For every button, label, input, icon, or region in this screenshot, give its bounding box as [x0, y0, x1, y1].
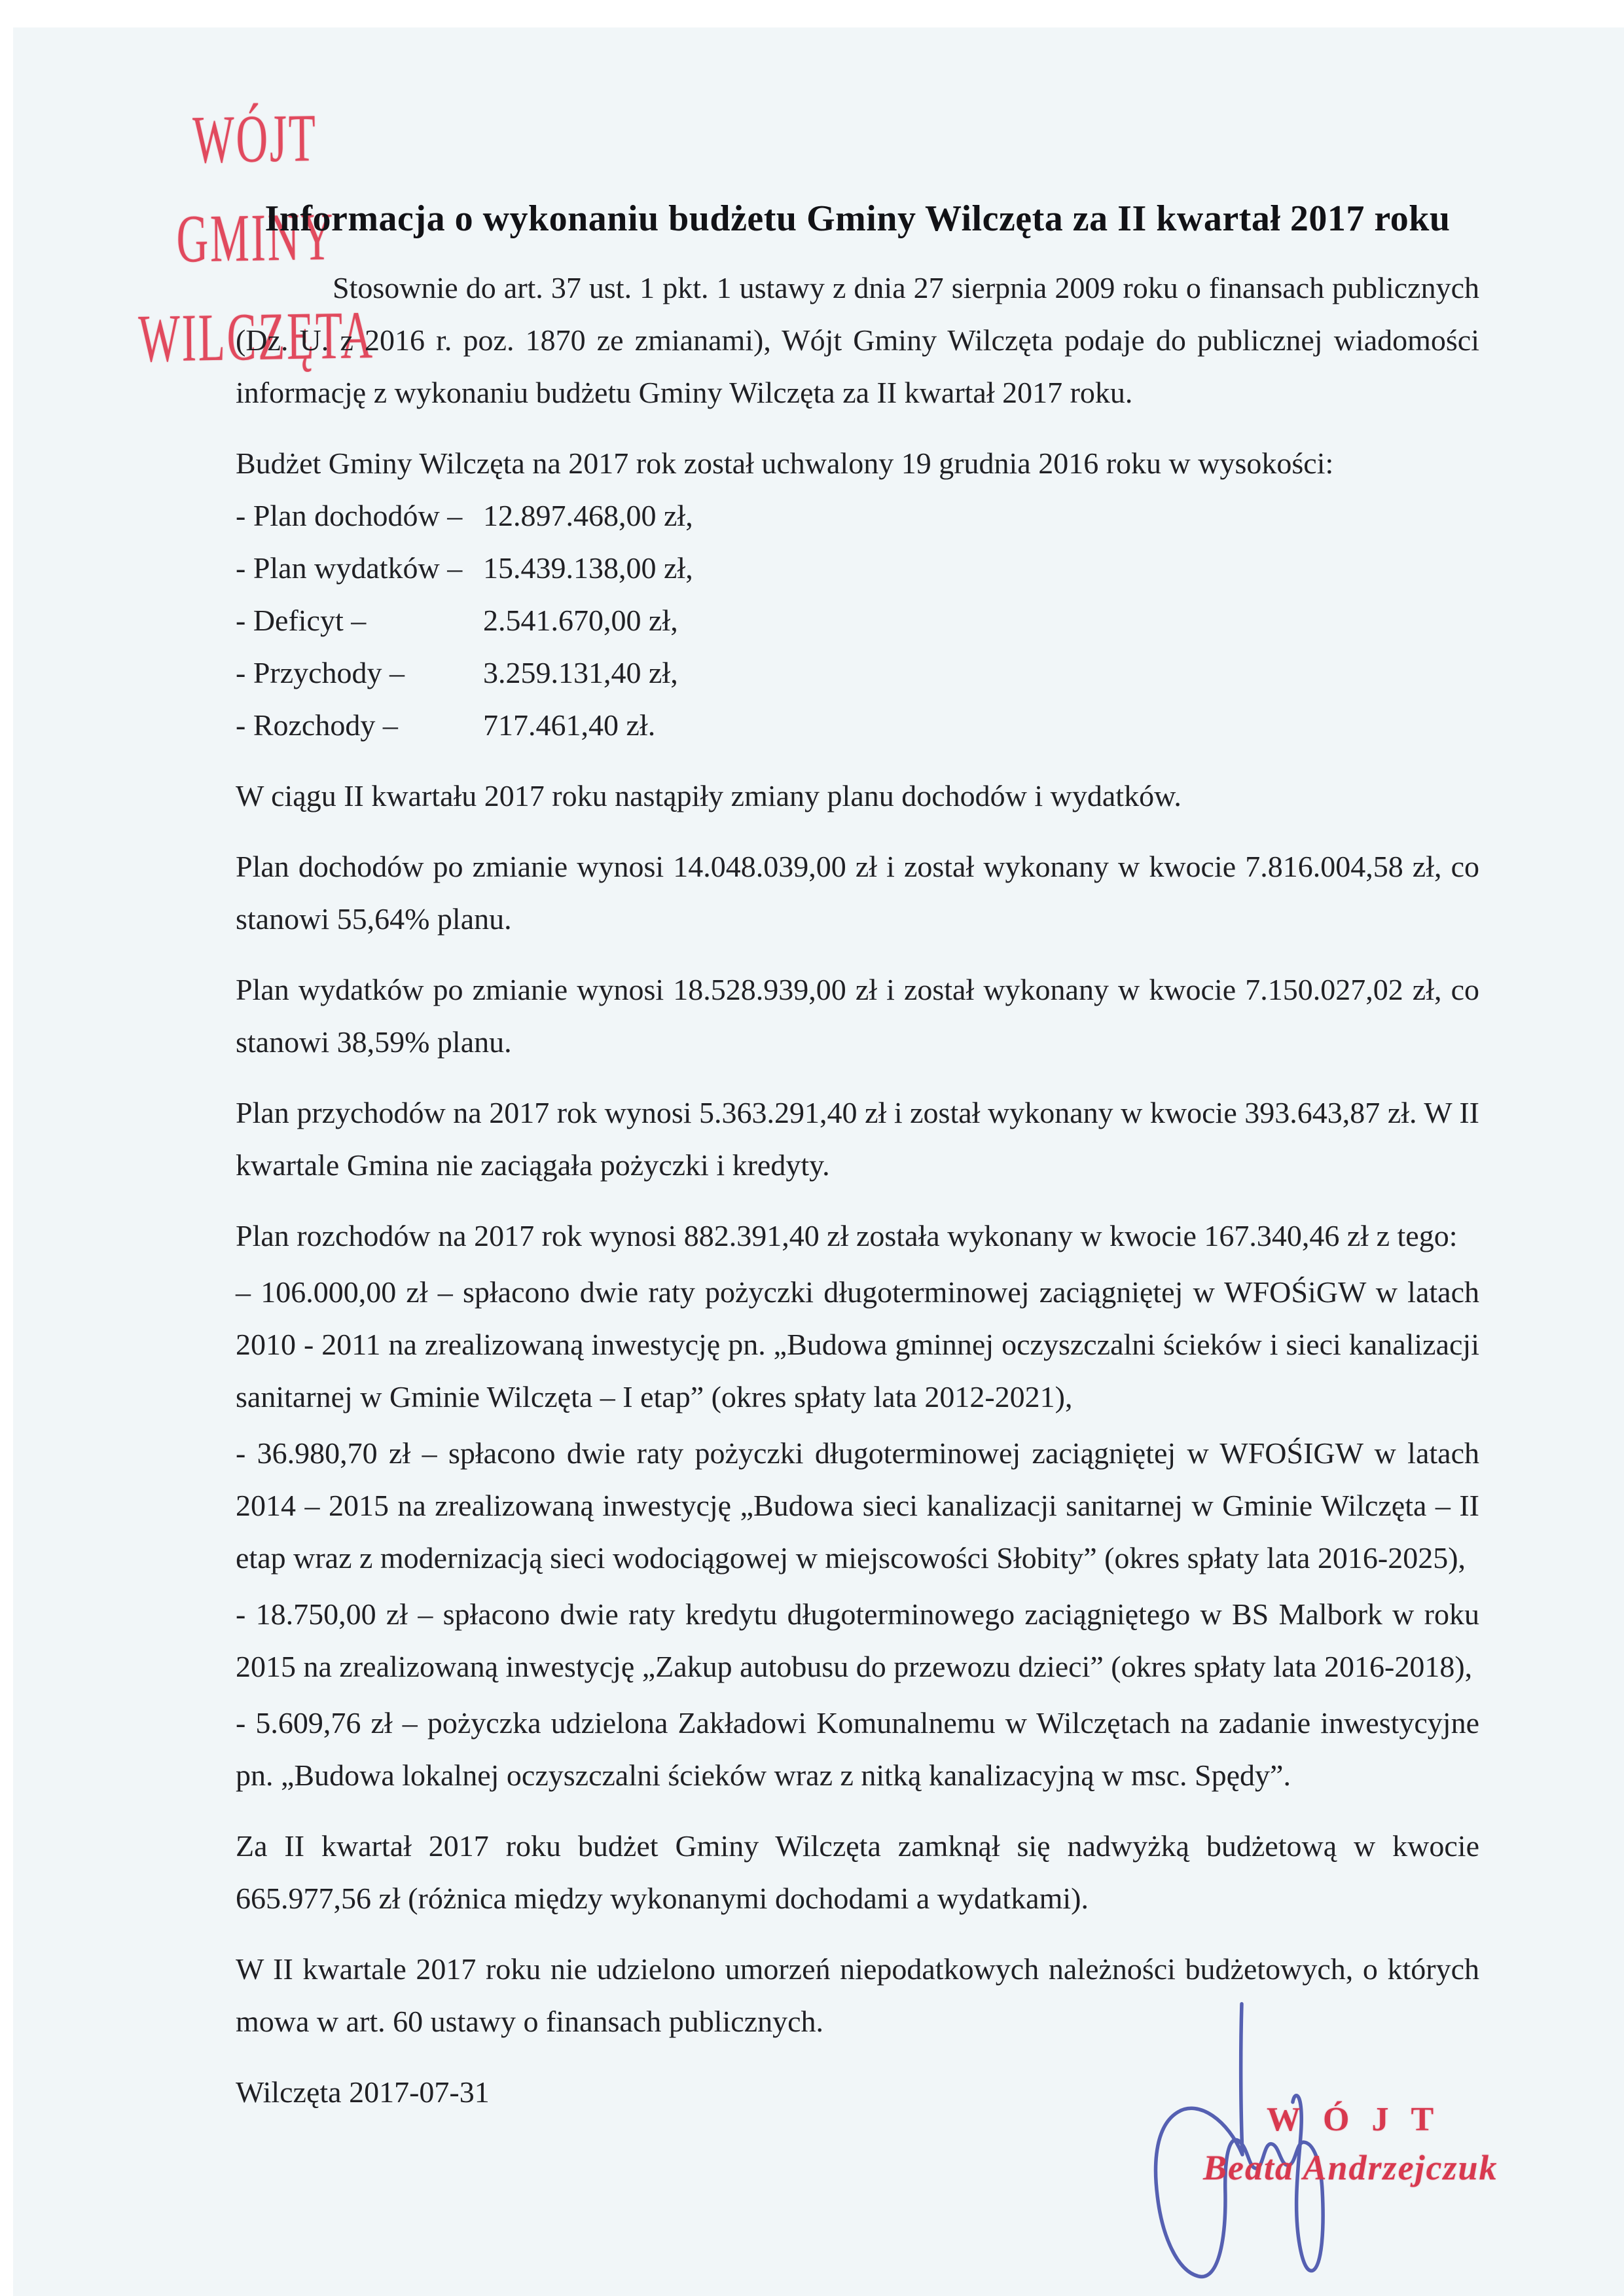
budget-line-amount: 2.541.670,00 zł, — [483, 604, 678, 637]
paragraph-no-remissions: W II kwartale 2017 roku nie udzielono umorzeń niepodatkowych należności budżetowych, o których mowa w art. 60 ustawy o finansach publicznych. — [236, 1952, 1479, 2038]
outflow-item-bs-malbork: - 18.750,00 zł – spłacono dwie raty kredytu długoterminowego zaciągniętego w BS Malbork w roku 2015 na zrealizowaną inwestycję „Zakup autobusu do przewozu dzieci” (okres spłaty lata 2016-2018), — [236, 1597, 1479, 1683]
budget-line-amount: 3.259.131,40 zł, — [483, 656, 678, 689]
paragraph-income-execution: Plan dochodów po zmianie wynosi 14.048.039,00 zł i został wykonany w kwocie 7.816.004,58 zł, co stanowi 55,64% planu. — [236, 850, 1479, 936]
budget-line-deficit — [236, 594, 1479, 647]
paragraph-revenue-execution: Plan przychodów na 2017 rok wynosi 5.363.291,40 zł i został wykonany w kwocie 393.643,87 zł. W II kwartale Gmina nie zaciągała pożyczki i kredyty. — [236, 1096, 1479, 1182]
budget-line-amount: 15.439.138,00 zł, — [483, 551, 693, 585]
budget-figures-list — [236, 490, 1479, 752]
budget-line-label: - Przychody – — [236, 656, 405, 689]
budget-line-label: - Plan dochodów – — [236, 499, 463, 532]
budget-line-income-plan — [236, 490, 1479, 542]
paragraph-budget-adopted: Budżet Gminy Wilczęta na 2017 rok został uchwalony 19 grudnia 2016 roku w wysokości: — [236, 446, 1334, 480]
outflow-item-zaklad-komunalny: - 5.609,76 zł – pożyczka udzielona Zakładowi Komunalnemu w Wilczętach na zadanie inwestycyjne pn. „Budowa lokalnej oczyszczalni ścieków wraz z nitką kanalizacyjną w msc. Spędy”. — [236, 1706, 1479, 1792]
stamp-office-line2: WILCZĘTA — [137, 297, 375, 376]
signature-area — [1139, 1990, 1545, 2291]
budget-line-label: - Plan wydatków – — [236, 551, 463, 585]
signature-stroke — [1147, 2000, 1326, 2279]
budget-line-label: - Rozchody – — [236, 708, 398, 742]
paragraph-expense-execution: Plan wydatków po zmianie wynosi 18.528.939,00 zł i został wykonany w kwocie 7.150.027,02 zł, co stanowi 38,59% planu. — [236, 973, 1479, 1059]
paragraph-plan-changes: W ciągu II kwartału 2017 roku nastąpiły zmiany planu dochodów i wydatków. — [236, 779, 1182, 812]
budget-line-amount: 12.897.468,00 zł, — [483, 499, 693, 532]
stamp-office-line1: WÓJT GMINY — [176, 100, 335, 277]
signer-role-stamp: WÓJT — [1267, 2101, 1456, 2138]
scan-edge-top — [0, 0, 1624, 27]
budget-line-outflows — [236, 699, 1479, 752]
budget-line-expense-plan — [236, 542, 1479, 594]
paragraph-budget-surplus: Za II kwartał 2017 roku budżet Gminy Wilczęta zamknął się nadwyżką budżetową w kwocie 665.977,56 zł (różnica między wykonanymi dochodami a wydatkami). — [236, 1829, 1479, 1915]
place-and-date: Wilczęta 2017-07-31 — [236, 2075, 490, 2109]
paragraph-outflow-execution: Plan rozchodów na 2017 rok wynosi 882.391,40 zł została wykonany w kwocie 167.340,46 zł z tego: — [236, 1219, 1458, 1252]
outflow-item-wfosigw-2010: – 106.000,00 zł – spłacono dwie raty pożyczki długoterminowej zaciągniętej w WFOŚiGW w latach 2010 - 2011 na zrealizowaną inwestycję pn. „Budowa gminnej oczyszczalni ścieków i sieci kanalizacji sanitarnej w Gminie Wilczęta – I etap” (okres spłaty lata 2012-2021), — [236, 1275, 1479, 1413]
handwritten-signature-ink — [1139, 1997, 1420, 2288]
outflow-item-wfosigw-2014: - 36.980,70 zł – spłacono dwie raty pożyczki długoterminowej zaciągniętej w WFOŚIGW w latach 2014 – 2015 na zrealizowaną inwestycję „Budowa sieci kanalizacji sanitarnej w Gminie Wilczęta – II etap wraz z modernizacją sieci wodociągowej w miejscowości Słobity” (okres spłaty lata 2016-2025), — [236, 1436, 1479, 1575]
signer-name-stamp: Beata Andrzejczuk — [1203, 2148, 1498, 2187]
paragraph-legal-basis: Stosownie do art. 37 ust. 1 pkt. 1 ustawy z dnia 27 sierpnia 2009 roku o finansach publicznych (Dz. U. z 2016 r. poz. 1870 ze zmianami), Wójt Gminy Wilczęta podaje do publicznej wiadomości informację z wykonaniu budżetu Gminy Wilczęta za II kwartał 2017 roku. — [236, 271, 1479, 409]
budget-line-label: - Deficyt – — [236, 604, 367, 637]
document-body — [236, 262, 1479, 2119]
budget-line-revenues — [236, 647, 1479, 699]
scan-edge-left — [0, 0, 13, 2296]
budget-line-amount: 717.461,40 zł. — [483, 708, 656, 742]
document-title: Informacja o wykonaniu budżetu Gminy Wilczęta za II kwartał 2017 roku — [264, 198, 1451, 239]
